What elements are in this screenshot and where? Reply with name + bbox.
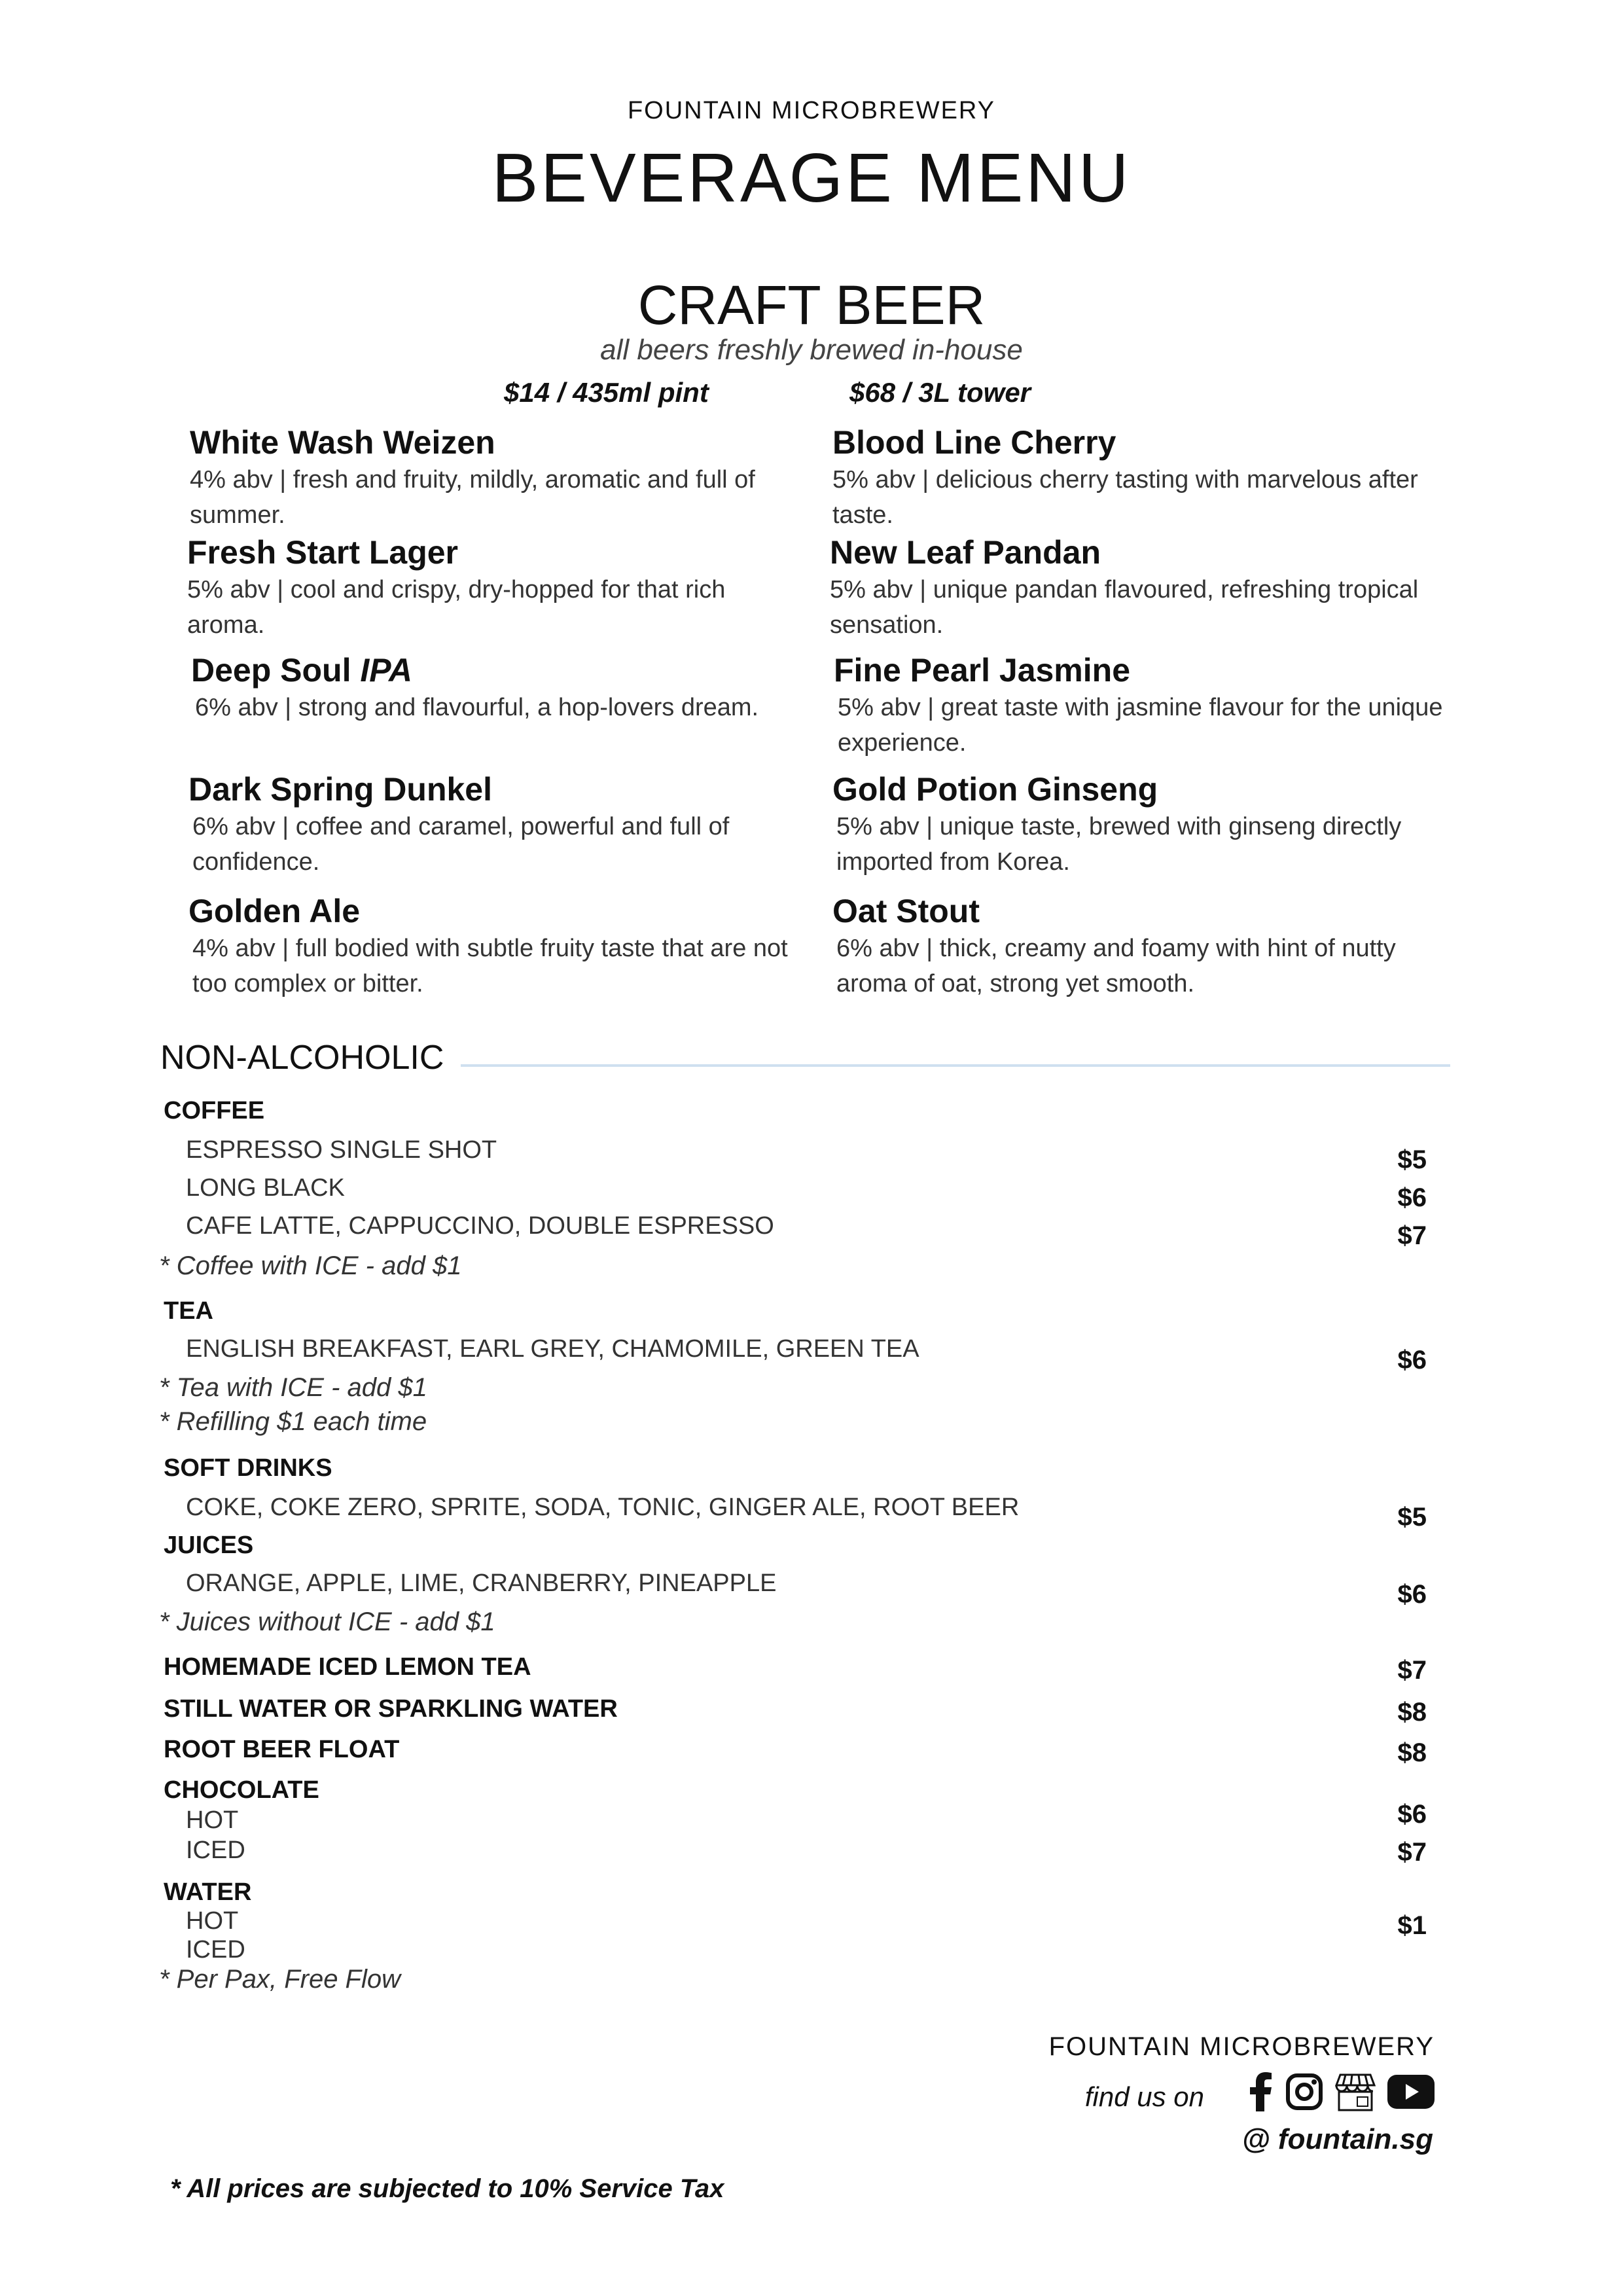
service-tax-note: * All prices are subjected to 10% Service Tax [170,2174,724,2203]
beer-name: White Wash Weizen [190,424,495,461]
menu-note: * Coffee with ICE - add $1 [159,1251,462,1280]
beer-name: Blood Line Cherry [832,424,1116,461]
menu-price: $5 [1397,1145,1427,1174]
beer-name: Fresh Start Lager [187,534,459,571]
beer-item [832,891,1448,1001]
menu-item: ICED [186,1936,245,1964]
category-soft-drinks: SOFT DRINKS [164,1454,332,1482]
menu-price: $6 [1397,1800,1427,1829]
beer-description: 5% abv | great taste with jasmine flavour for the unique experience. [838,694,1443,757]
beer-item [832,770,1448,880]
menu-item: CAFE LATTE, CAPPUCCINO, DOUBLE ESPRESSO [186,1212,774,1240]
menu-note: * Tea with ICE - add $1 [159,1373,427,1402]
beer-name: Dark Spring Dunkel [188,771,492,808]
category-root-beer-float: ROOT BEER FLOAT [164,1736,400,1763]
beer-item [188,891,804,1001]
beer-name-style: IPA [360,652,413,689]
instagram-icon[interactable] [1285,2073,1323,2111]
beer-item [830,533,1445,643]
beer-name-main: Deep Soul [191,652,351,689]
beer-description: 5% abv | unique pandan flavoured, refreshing tropical sensation. [830,576,1419,639]
beer-description: 5% abv | delicious cherry tasting with marvelous after taste. [832,466,1418,529]
social-links [1247,2072,1435,2111]
beer-description: 6% abv | coffee and caramel, powerful and full of confidence. [192,813,730,876]
page-title: BEVERAGE MENU [491,139,1132,217]
beer-name: Golden Ale [188,893,361,929]
category-coffee: COFFEE [164,1097,265,1124]
menu-note: * Per Pax, Free Flow [159,1965,401,1994]
menu-price: $7 [1397,1838,1427,1867]
menu-item: ESPRESSO SINGLE SHOT [186,1136,497,1164]
beer-name: Gold Potion Ginseng [832,771,1158,808]
beer-name: Oat Stout [832,893,980,929]
menu-price: $6 [1397,1346,1427,1374]
category-water: WATER [164,1878,252,1906]
section-divider [452,1064,1450,1067]
beer-item [188,770,804,880]
beer-item [191,651,806,725]
menu-note: * Juices without ICE - add $1 [159,1607,495,1636]
craft-beer-subtitle: all beers freshly brewed in-house [600,334,1023,366]
menu-item: ENGLISH BREAKFAST, EARL GREY, CHAMOMILE, GREEN TEA [186,1335,919,1363]
beer-item [832,423,1448,533]
menu-price: $1 [1397,1911,1427,1940]
store-icon[interactable] [1335,2072,1376,2111]
menu-price: $7 [1397,1656,1427,1685]
beer-description: 4% abv | fresh and fruity, mildly, aromatic and full of summer. [190,466,755,529]
menu-item: HOT [186,1907,239,1935]
beer-item [190,423,805,533]
youtube-icon[interactable] [1387,2075,1435,2109]
beer-name: New Leaf Pandan [830,534,1101,571]
non-alcoholic-heading: NON-ALCOHOLIC [160,1038,461,1077]
beer-description: 4% abv | full bodied with subtle fruity taste that are not too complex or bitter. [192,935,788,997]
price-tower: $68 / 3L tower [849,377,1031,408]
menu-price: $7 [1397,1221,1427,1250]
brand-header: FOUNTAIN MICROBREWERY [627,97,996,124]
beer-name: Fine Pearl Jasmine [834,652,1131,689]
beer-description: 5% abv | cool and crispy, dry-hopped for that rich aroma. [187,576,726,639]
category-still-sparkling-water: STILL WATER OR SPARKLING WATER [164,1695,618,1723]
menu-price: $6 [1397,1183,1427,1212]
find-us-label: find us on [1084,2081,1204,2112]
menu-note: * Refilling $1 each time [159,1407,427,1436]
category-chocolate: CHOCOLATE [164,1776,319,1804]
beer-name [191,651,806,690]
craft-beer-heading: CRAFT BEER [637,274,986,336]
menu-price: $8 [1397,1698,1427,1727]
brand-footer: FOUNTAIN MICROBREWERY [1048,2032,1435,2061]
menu-price: $8 [1397,1738,1427,1767]
menu-item: ORANGE, APPLE, LIME, CRANBERRY, PINEAPPLE [186,1570,777,1597]
beer-description: 5% abv | unique taste, brewed with ginseng directly imported from Korea. [836,813,1402,876]
category-tea: TEA [164,1297,213,1325]
facebook-icon[interactable] [1247,2072,1274,2111]
menu-item: COKE, COKE ZERO, SPRITE, SODA, TONIC, GINGER ALE, ROOT BEER [186,1494,1020,1521]
beer-description: 6% abv | thick, creamy and foamy with hint of nutty aroma of oat, strong yet smooth. [836,935,1396,997]
social-handle: @ fountain.sg [1241,2123,1433,2155]
menu-item: ICED [186,1837,245,1864]
beer-item [834,651,1449,761]
menu-price: $6 [1397,1580,1427,1609]
price-pint: $14 / 435ml pint [504,377,709,408]
menu-item: HOT [186,1806,239,1834]
menu-price: $5 [1397,1503,1427,1532]
beer-description: 6% abv | strong and flavourful, a hop-lovers dream. [195,694,759,721]
category-juices: JUICES [164,1532,254,1559]
category-iced-lemon-tea: HOMEMADE ICED LEMON TEA [164,1653,531,1681]
menu-item: LONG BLACK [186,1174,345,1202]
beer-item [187,533,802,643]
